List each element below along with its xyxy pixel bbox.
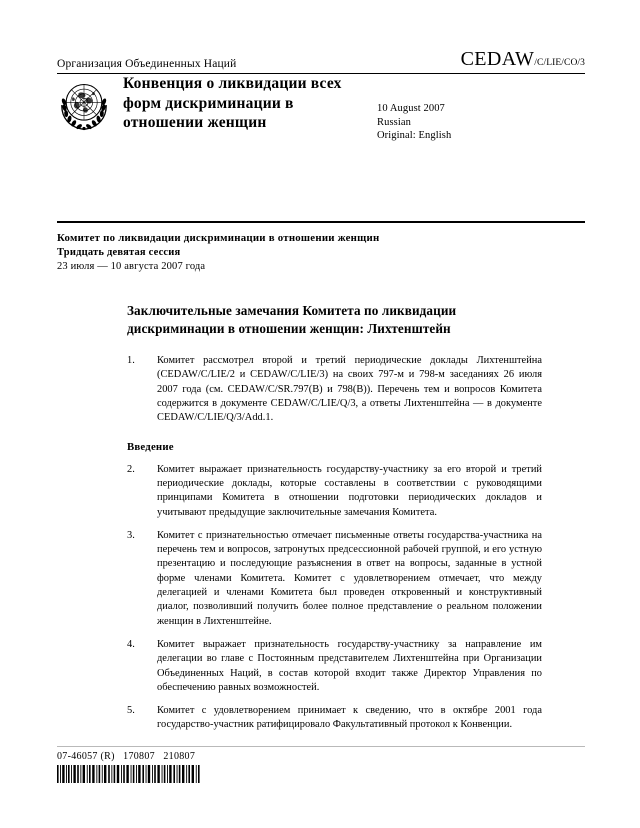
committee-block — [57, 231, 417, 274]
emblem-container — [57, 66, 123, 132]
document-body — [127, 302, 542, 733]
paragraph-text: Комитет с удовлетворением принимает к сведению, что в октябре 2001 года государство-участник ратифицировало Факультативный протокол к Конвенции. — [157, 705, 542, 731]
barcode-icon — [57, 765, 207, 783]
paragraph-number: 3. — [127, 529, 135, 541]
session-number: Тридцать девятая сессия — [57, 246, 181, 258]
section-heading-introduction: Введение — [127, 440, 174, 453]
paragraph — [127, 529, 542, 629]
job-number: 07-46057 (R) 170807 210807 — [57, 751, 196, 762]
paragraph — [127, 638, 542, 695]
paragraph-text: Комитет с признательностью отмечает письменные ответы государства-участника на перечень тем и вопросов, затронутых предсессионной рабочей группой, и его устную презентацию и последующие разъяснения в ответ на вопросы, заданные в устной форме членами Комитета. Комитет с удовлетворением отмечает, что между делегацией и членами Комитета был проведен откровенный и конструктивный диалог, позволивший получить более полное представление о реальном положении женщин в Лихтенштейне. — [157, 529, 542, 627]
paragraph-text: Комитет выражает признательность государству-участнику за направление им делегации во главе с Постоянным представителем Лихтенштейна при Организации Объединенных Наций, в состав которой входит также Директор Управления по обеспечению равных возможностей. — [157, 638, 542, 693]
session-dates: 23 июля — 10 августа 2007 года — [57, 260, 206, 272]
committee-name: Комитет по ликвидации дискриминации в отношении женщин — [57, 232, 380, 244]
footer-divider — [57, 746, 585, 747]
paragraph-number: 1. — [127, 355, 135, 367]
distribution-date: 10 August 2007 — [377, 103, 445, 114]
paragraph — [127, 354, 542, 425]
organization-name: Организация Объединенных Наций — [57, 58, 237, 70]
paragraph-number: 5. — [127, 705, 135, 717]
title-band — [57, 66, 585, 150]
paragraph-number: 4. — [127, 638, 135, 650]
paragraph — [127, 704, 542, 733]
paragraph-number: 2. — [127, 463, 135, 475]
distribution-info — [373, 66, 585, 143]
document-language: Russian — [377, 116, 411, 128]
paragraph-text: Комитет рассмотрел второй и третий периодические доклады Лихтенштейна (CEDAW/C/LIE/2 и CEDAW/C/LIE/3) на своих 797-м и 798-м заседаниях 26 июля 2007 года (см. CEDAW/C/SR.797(B) и 798(B)). Перечень тем и вопросов Комитета содержится в документе CEDAW/C/LIE/Q/3, а ответы Лихтенштейна — в документе CEDAW/C/LIE/Q/3/Add.1. — [157, 355, 542, 424]
document-symbol-suffix: /C/LIE/CO/3 — [534, 58, 585, 68]
convention-title: Конвенция о ликвидации всех форм дискриминации в отношении женщин — [123, 75, 342, 131]
page-title: Заключительные замечания Комитета по ликвидации дискриминации в отношении женщин: Лихтенштейн — [127, 303, 457, 336]
section-divider-thick — [57, 221, 585, 223]
document-symbol-main: CEDAW — [460, 48, 535, 70]
paragraph-text: Комитет выражает признательность государству-участнику за его второй и третий периодические доклады, которые составлены в соответствии с руководящими принципами Комитета в отношении подготовки периодических докладов и учитывают предыдущие заключительные замечания Комитета. — [157, 463, 542, 518]
un-emblem-icon — [57, 78, 111, 132]
original-language: Original: English — [377, 130, 452, 141]
footer — [57, 750, 585, 788]
paragraph — [127, 463, 542, 520]
